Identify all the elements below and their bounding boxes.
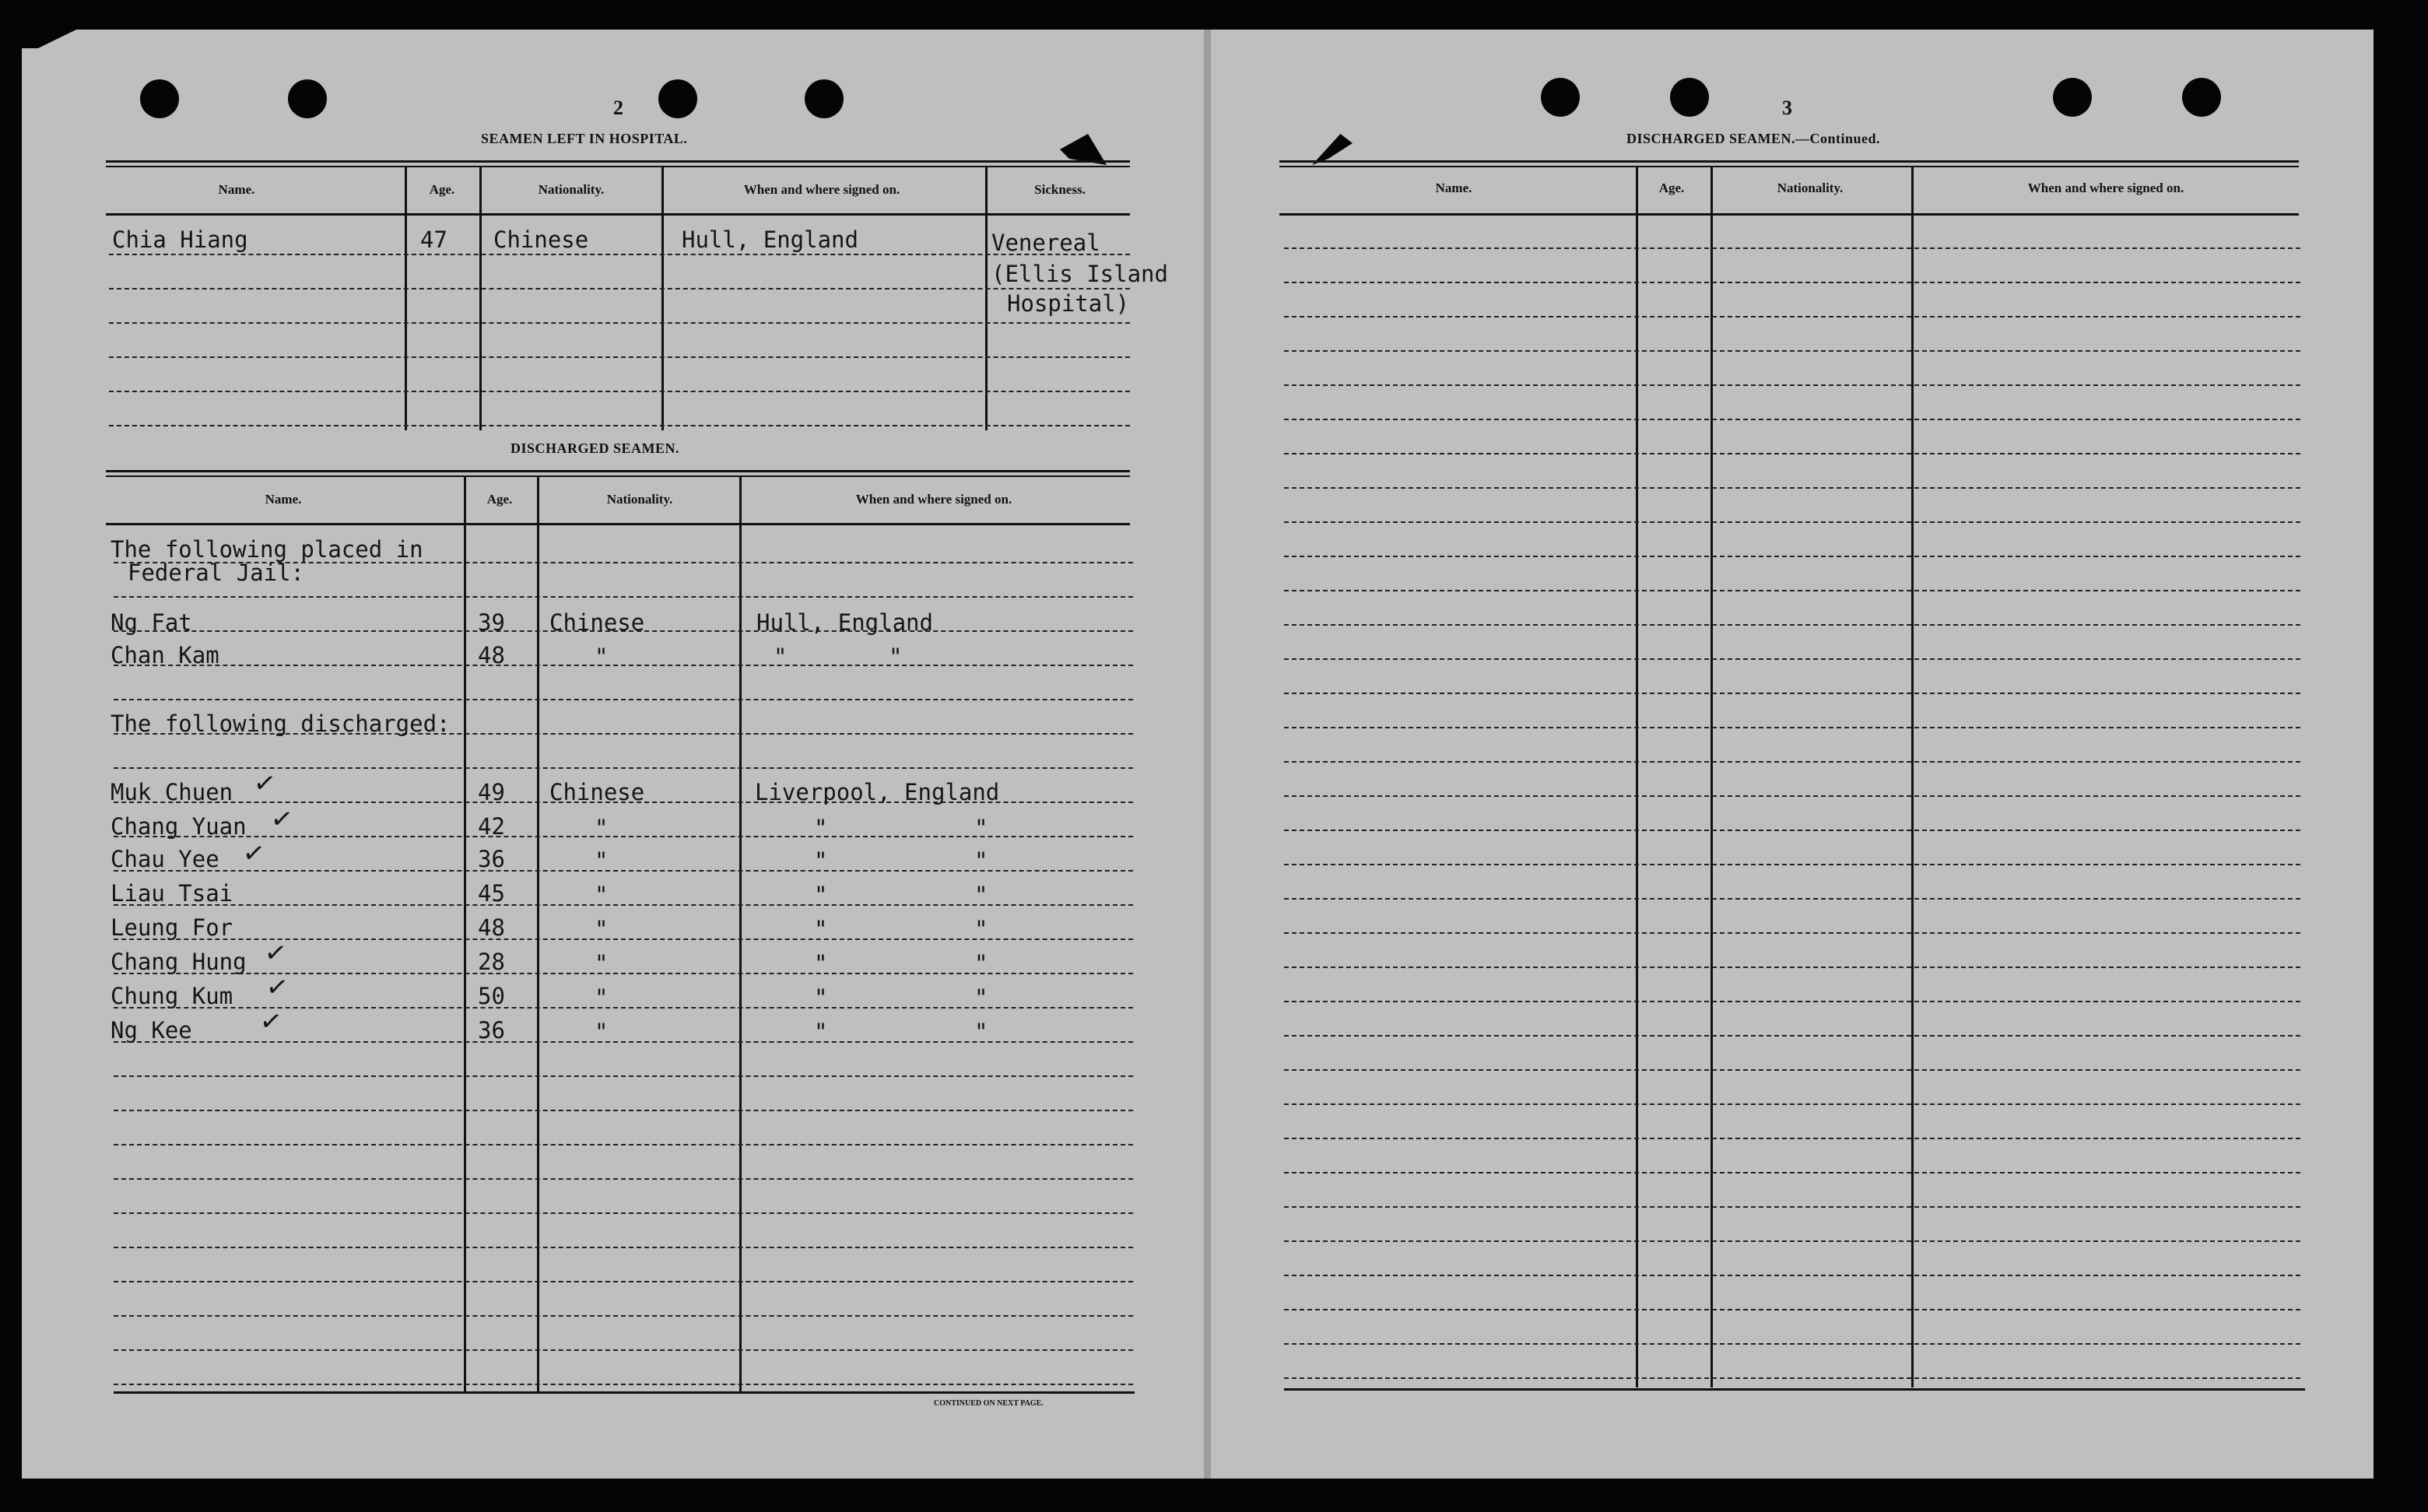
seaman-signed-on: " <box>974 950 988 977</box>
ruled-line <box>1284 247 2300 249</box>
seaman-nationality: " <box>595 1019 609 1045</box>
ruled-line <box>1284 590 2300 591</box>
ruled-line <box>1284 556 2300 557</box>
seaman-age: 36 <box>478 846 505 872</box>
page-number: 3 <box>1782 96 1792 119</box>
continued-col-nationality: Nationality. <box>1777 181 1844 195</box>
ruled-line <box>1284 932 2300 934</box>
binder-hole <box>658 79 697 118</box>
ruled-line <box>1284 419 2300 420</box>
ruled-line <box>1284 1035 2300 1037</box>
binder-hole <box>2182 78 2221 117</box>
seaman-name: Liau Tsai <box>111 880 233 907</box>
discharged-col-signed: When and where signed on. <box>855 492 1012 507</box>
seaman-name: Chung Kum <box>111 983 233 1009</box>
ruled-line <box>114 596 1133 598</box>
seaman-signed-on: " <box>814 882 828 908</box>
seaman-age: 50 <box>478 983 505 1009</box>
ruled-line <box>1284 1001 2300 1002</box>
checkmark-icon: ✓ <box>251 767 279 801</box>
ruled-line <box>114 1178 1133 1180</box>
ruled-line <box>114 699 1133 700</box>
seaman-nationality: Chinese <box>493 226 589 253</box>
ruled-line <box>1284 316 2300 317</box>
discharged-section-title: DISCHARGED SEAMEN. <box>511 440 680 456</box>
ruled-line <box>1284 727 2300 728</box>
continued-col-name: Name. <box>1435 181 1472 195</box>
seaman-name: Chia Hiang <box>112 226 248 253</box>
page-number: 2 <box>613 96 623 119</box>
ruled-line <box>114 1315 1133 1317</box>
ruled-line <box>1284 1172 2300 1173</box>
ruled-line <box>114 1110 1133 1111</box>
seaman-signed-on: " <box>814 815 828 841</box>
jail-note: The following placed in <box>111 536 423 563</box>
seaman-signed-on: " <box>889 644 903 670</box>
ruled-line <box>109 425 1130 426</box>
seaman-signed-on: " <box>974 916 988 942</box>
discharged-continued-title: DISCHARGED SEAMEN.—Continued. <box>1626 131 1881 146</box>
seaman-signed-on: " <box>814 847 828 874</box>
seaman-name: Leung For <box>111 914 233 941</box>
checkmark-icon: ✓ <box>268 802 296 837</box>
seaman-signed-on: " <box>974 847 988 874</box>
seaman-signed-on: Hull, England <box>756 609 933 636</box>
seaman-age: 39 <box>478 609 505 636</box>
jail-note: Federal Jail: <box>128 560 304 586</box>
seaman-name: Ng Fat <box>111 609 192 636</box>
ruled-line <box>1284 1343 2300 1345</box>
seaman-nationality: Chinese <box>549 779 645 805</box>
ruled-line <box>114 1075 1133 1077</box>
hospital-col-nationality: Nationality. <box>538 182 605 197</box>
checkmark-icon: ✓ <box>240 837 268 871</box>
seaman-signed-on: " <box>814 916 828 942</box>
ruled-line <box>114 1212 1133 1214</box>
binder-hole <box>140 79 179 118</box>
seaman-signed-on: " <box>774 644 788 670</box>
seaman-name: Chang Yuan <box>111 813 247 840</box>
ruled-line <box>1284 1103 2300 1105</box>
seaman-age: 47 <box>420 226 447 253</box>
ruled-line <box>114 1349 1133 1351</box>
ruled-line <box>109 288 1130 289</box>
continued-footer: CONTINUED ON NEXT PAGE. <box>934 1399 1044 1408</box>
ruled-line <box>1284 1377 2300 1379</box>
seaman-nationality: " <box>595 882 609 908</box>
ruled-line <box>114 1247 1133 1248</box>
continued-col-signed: When and where signed on. <box>2027 181 2184 195</box>
ruled-line <box>1284 1069 2300 1071</box>
seaman-signed-on: " <box>814 950 828 977</box>
seaman-signed-on: Liverpool, England <box>755 779 1000 805</box>
seaman-signed-on: " <box>974 882 988 908</box>
seaman-signed-on: " <box>974 815 988 841</box>
binder-hole <box>805 79 844 118</box>
seaman-signed-on: " <box>974 984 988 1011</box>
ruled-line <box>1284 487 2300 489</box>
checkmark-icon: ✓ <box>262 936 289 970</box>
seaman-nationality: " <box>595 815 609 841</box>
continued-col-age: Age. <box>1658 181 1685 195</box>
seaman-name: Chau Yee <box>111 846 219 872</box>
seaman-age: 49 <box>478 779 505 805</box>
seaman-nationality: " <box>595 950 609 977</box>
seaman-signed-on: " <box>974 1019 988 1045</box>
seaman-nationality: " <box>595 984 609 1011</box>
binder-hole <box>2053 78 2092 117</box>
seaman-age: 42 <box>478 813 505 840</box>
checkmark-icon: ✓ <box>264 970 291 1005</box>
ruled-line <box>1284 1206 2300 1208</box>
ruled-line <box>114 1384 1133 1385</box>
seaman-signed-on: " <box>814 1019 828 1045</box>
ruled-line <box>1284 350 2300 352</box>
seaman-nationality: Chinese <box>549 609 645 636</box>
ruled-line <box>109 356 1130 358</box>
seaman-signed-on: " <box>814 984 828 1011</box>
hospital-col-signed: When and where signed on. <box>743 182 900 197</box>
ruled-line <box>109 391 1130 392</box>
binder-hole <box>1670 78 1709 117</box>
ruled-line <box>1284 453 2300 454</box>
seaman-age: 48 <box>478 914 505 941</box>
discharged-col-age: Age. <box>486 492 513 507</box>
ruled-line <box>1284 1275 2300 1276</box>
seaman-age: 48 <box>478 642 505 668</box>
ruled-line <box>1284 1309 2300 1310</box>
binder-hole <box>1541 78 1580 117</box>
ruled-line <box>1284 384 2300 386</box>
seaman-name: Ng Kee <box>111 1017 192 1044</box>
checkmark-icon: ✓ <box>258 1005 285 1039</box>
seaman-name: Chan Kam <box>111 642 219 668</box>
ruled-line <box>1284 624 2300 626</box>
ruled-line <box>109 254 1130 255</box>
seaman-name: Muk Chuen <box>111 779 233 805</box>
discharged-col-nationality: Nationality. <box>606 492 673 507</box>
ruled-line <box>1284 898 2300 900</box>
seaman-signed-on: Hull, England <box>682 226 858 253</box>
ruled-line <box>1284 521 2300 523</box>
ruled-line <box>109 322 1130 324</box>
binder-hole <box>288 79 327 118</box>
ruled-line <box>1284 693 2300 694</box>
ruled-line <box>114 665 1133 666</box>
ruled-line <box>1284 282 2300 283</box>
seaman-sickness: Hospital) <box>1007 290 1130 317</box>
ruled-line <box>1284 830 2300 831</box>
hospital-section-title: SEAMEN LEFT IN HOSPITAL. <box>481 131 688 146</box>
ruled-line <box>1284 1240 2300 1242</box>
ruled-line <box>1284 761 2300 763</box>
ruled-line <box>1284 966 2300 968</box>
seaman-nationality: " <box>595 916 609 942</box>
hospital-col-sickness: Sickness. <box>1034 182 1086 197</box>
discharged-col-name: Name. <box>265 492 302 507</box>
ruled-line <box>1284 864 2300 865</box>
hospital-col-age: Age. <box>429 182 455 197</box>
seaman-sickness: (Ellis Island <box>991 261 1168 287</box>
ruled-line <box>114 1144 1133 1145</box>
seaman-name: Chang Hung <box>111 949 247 975</box>
ruled-line <box>114 1281 1133 1282</box>
seaman-nationality: " <box>595 644 609 670</box>
seaman-age: 45 <box>478 880 505 907</box>
ruled-line <box>1284 658 2300 660</box>
seaman-age: 36 <box>478 1017 505 1044</box>
ruled-line <box>1284 1138 2300 1139</box>
seaman-sickness: Venereal <box>991 230 1100 256</box>
hospital-col-name: Name. <box>218 182 255 197</box>
seaman-nationality: " <box>595 847 609 874</box>
ruled-line <box>1284 795 2300 797</box>
seaman-age: 28 <box>478 949 505 975</box>
discharged-note: The following discharged: <box>111 710 451 737</box>
